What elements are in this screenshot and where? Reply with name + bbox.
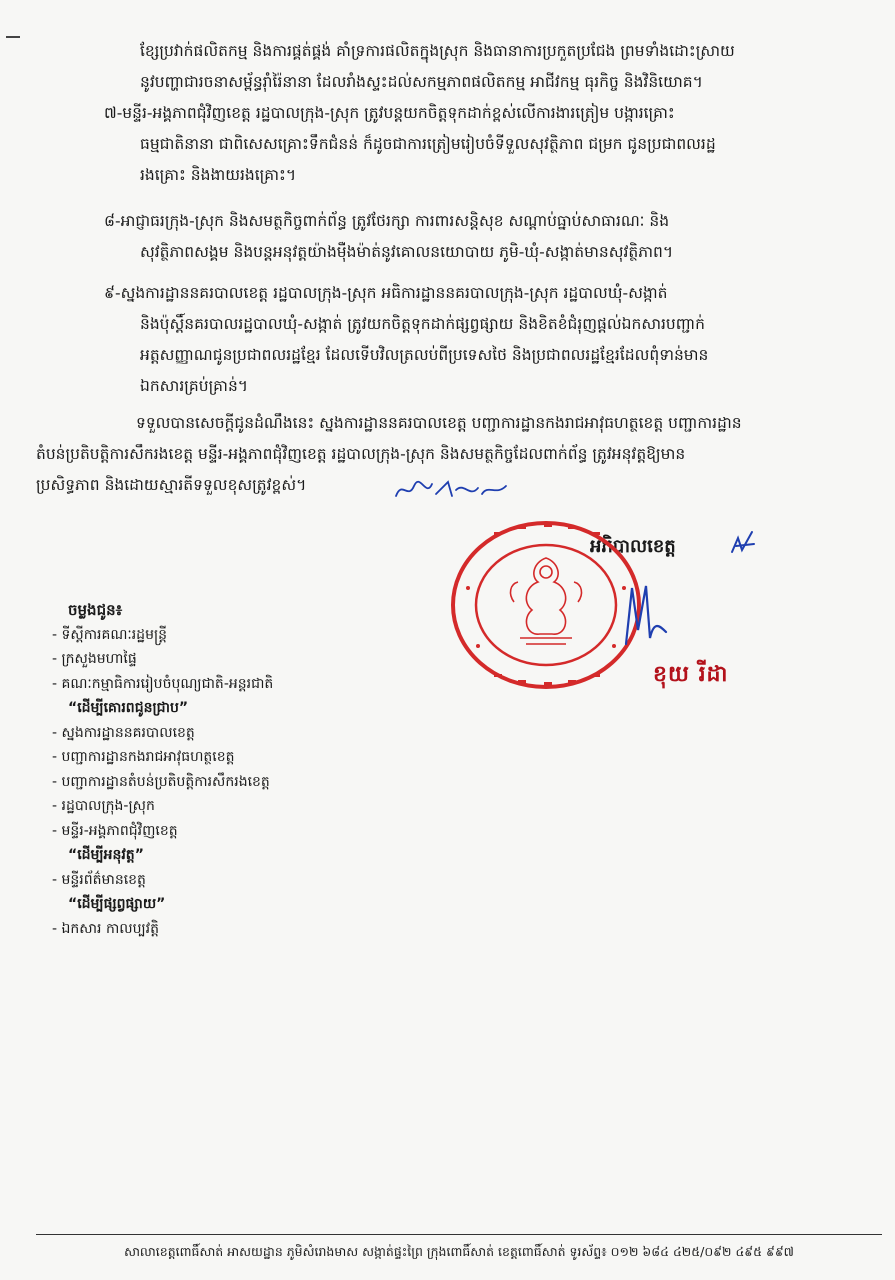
text-line: នូវបញ្ហាជារចនាសម្ព័ន្ធរ៉ាំរ៉ៃនានា ដែលរាំងស្ទះដល់សកម្មភាពផលិតកម្ម អាជីវកម្ម ធុរកិច្ច និងវិនិយោគ។ bbox=[140, 73, 703, 91]
signatory-title: អភិបាលខេត្ត bbox=[590, 536, 676, 557]
list-item: - ឯកសារ កាលប្បវត្តិ bbox=[52, 920, 159, 937]
purpose-note: “ដើម្បីផ្សព្វផ្សាយ” bbox=[68, 896, 166, 912]
list-item: - មន្ទីរព័ត៌មានខេត្ត bbox=[52, 871, 146, 888]
list-item: - បញ្ជាការដ្ឋានកងរាជអាវុធហត្ថខេត្ត bbox=[52, 749, 235, 765]
footer-address: សាលាខេត្តពោធិ៍សាត់ អាសយដ្ឋាន ភូមិសំរោងមាស សង្កាត់ផ្ទះព្រៃ ក្រុងពោធិ៍សាត់ ខេត្តពោធិ៍សាត់ ទូរស័ព្ទ៖ ០១២ ៦៨៤ ៤២៥/០៩២ ៤៩៥ ៩៩៧ bbox=[124, 1244, 794, 1259]
text-line: រងគ្រោះ និងងាយរងគ្រោះ។ bbox=[140, 166, 297, 184]
list-item: - គណៈកម្មាធិការរៀបចំបុណ្យជាតិ-អន្តរជាតិ bbox=[52, 675, 274, 692]
initials-scrawl bbox=[392, 476, 512, 504]
directive-item-8 bbox=[88, 206, 895, 268]
list-item: - ក្រសួងមហាផ្ទៃ bbox=[52, 651, 137, 667]
paragraph-continuation bbox=[88, 36, 895, 98]
text-line: ៩-ស្នងការដ្ឋាននគរបាលខេត្ត រដ្ឋបាលក្រុង-ស្រុក អធិការដ្ឋាននគរបាលក្រុង-ស្រុក រដ្ឋបាលឃុំ-សង្កាត់ bbox=[104, 284, 668, 302]
handwritten-signature bbox=[612, 580, 672, 652]
list-item: - ទីស្តីការគណៈរដ្ឋមន្ត្រី bbox=[52, 626, 168, 643]
distribution-title: ចម្លងជូន៖ bbox=[68, 601, 123, 619]
page-edge-mark bbox=[6, 36, 20, 38]
list-item: - បញ្ជាការដ្ឋានតំបន់ប្រតិបត្តិការសឹករងខេត្ត bbox=[52, 773, 270, 790]
text-line: តំបន់ប្រតិបត្តិការសឹករងខេត្ត មន្ទីរ-អង្គភាពជុំវិញខេត្ត រដ្ឋបាលក្រុង-ស្រុក និងសមត្ថកិច្ចដែលពាក់ព័ន្ធ ត្រូវអនុវត្តឱ្យមាន bbox=[36, 445, 686, 463]
purpose-note: “ដើម្បីគោរពជូនជ្រាប” bbox=[68, 700, 189, 716]
list-item: - រដ្ឋបាលក្រុង-ស្រុក bbox=[52, 798, 155, 814]
text-line: សុវត្ថិភាពសង្គម និងបន្តអនុវត្តយ៉ាងម៉ឺងម៉ាត់នូវគោលនយោបាយ ភូមិ-ឃុំ-សង្កាត់មានសុវត្ថិភាព។ bbox=[140, 243, 674, 261]
text-line: ឯកសារគ្រប់គ្រាន់។ bbox=[140, 377, 249, 395]
text-line: អត្តសញ្ញាណជូនប្រជាពលរដ្ឋខ្មែរ ដែលទើបវិលត្រលប់ពីប្រទេសថៃ និងប្រជាពលរដ្ឋខ្មែរដែលពុំទាន់មាន bbox=[140, 346, 709, 364]
text-line: និងប៉ុស្តិ៍នគរបាលរដ្ឋបាលឃុំ-សង្កាត់ ត្រូវយកចិត្តទុកដាក់ផ្សព្វផ្សាយ និងខិតខំជំរុញផ្តល់ឯកសារបញ្ជាក់ bbox=[140, 315, 705, 333]
purpose-note: “ដើម្បីអនុវត្ត” bbox=[68, 847, 144, 863]
text-line: ខ្សែប្រវាក់ផលិតកម្ម និងការផ្គត់ផ្គង់ គាំទ្រការផលិតក្នុងស្រុក និងធានាការប្រកួតប្រជែង ព្រមទាំងដោះស្រាយ bbox=[140, 42, 735, 60]
text-line: ៧-មន្ទីរ-អង្គភាពជុំវិញខេត្ត រដ្ឋបាលក្រុង-ស្រុក ត្រូវបន្តយកចិត្តទុកដាក់ខ្ពស់លើការងារត្រៀម បង្ការគ្រោះ bbox=[104, 104, 675, 122]
footer-divider bbox=[36, 1234, 882, 1235]
directive-item-9 bbox=[88, 278, 895, 402]
list-item: - ស្នងការដ្ឋាននគរបាលខេត្ត bbox=[52, 724, 195, 741]
text-line: ទទួលបានសេចក្តីជូនដំណឹងនេះ ស្នងការដ្ឋាននគរបាលខេត្ត បញ្ជាការដ្ឋានកងរាជអាវុធហត្ថខេត្ត បញ្ជាការដ្ឋាន bbox=[136, 414, 742, 432]
distribution-list bbox=[52, 598, 472, 941]
title-tick-mark bbox=[726, 528, 760, 558]
text-line: ៨-អាជ្ញាធរក្រុង-ស្រុក និងសមត្ថកិច្ចពាក់ព័ន្ធ ត្រូវថែរក្សា ការពារសន្តិសុខ សណ្តាប់ធ្នាប់សាធារណៈ និង bbox=[104, 212, 670, 230]
text-line: ប្រសិទ្ធភាព និងដោយស្មារតីទទួលខុសត្រូវខ្ពស់។ bbox=[36, 476, 307, 494]
list-item: - មន្ទីរ-អង្គភាពជុំវិញខេត្ត bbox=[52, 822, 178, 839]
signatory-name: ខុយ រីដា bbox=[653, 662, 729, 687]
directive-item-7 bbox=[88, 98, 895, 191]
text-line: ធម្មជាតិនានា ជាពិសេសគ្រោះទឹកជំនន់ ក៏ដូចជាការត្រៀមរៀបចំទីទួលសុវត្ថិភាព ជម្រក ជូនប្រជាពលរដ្ឋ bbox=[140, 135, 716, 153]
